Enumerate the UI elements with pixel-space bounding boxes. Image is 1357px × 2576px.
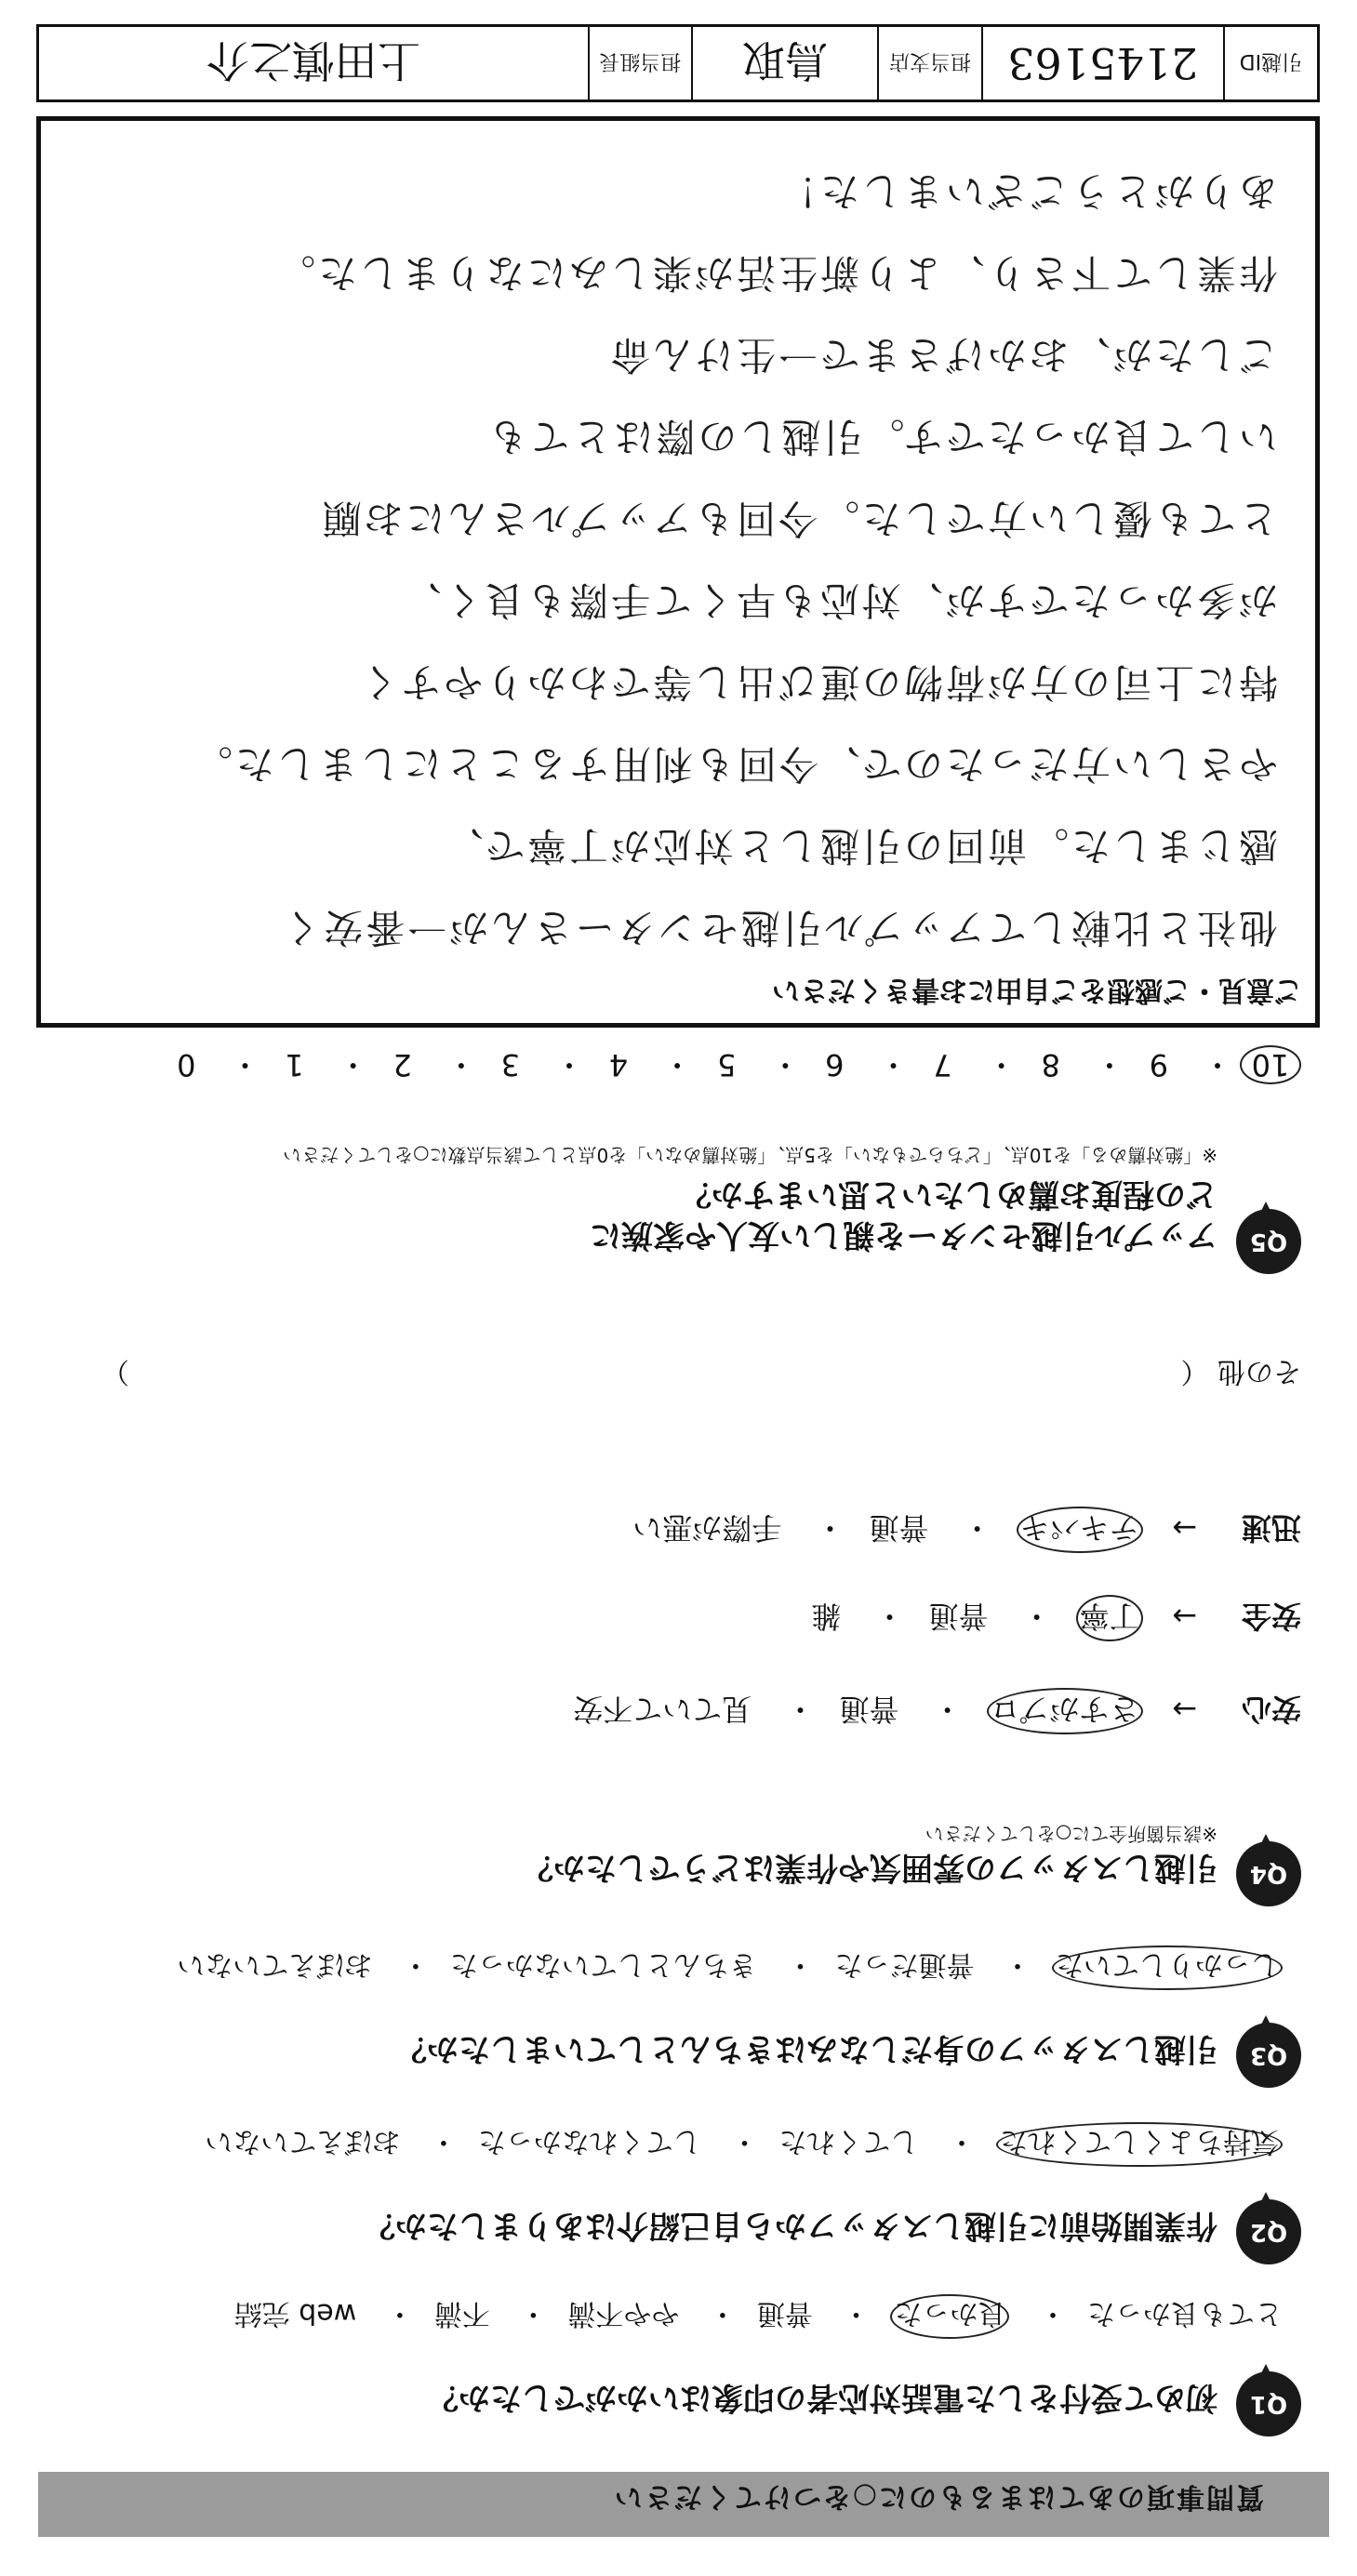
- q1-option[interactable]: やや不満: [567, 2297, 680, 2330]
- q3-option[interactable]: きちんとしていなかった: [449, 1948, 757, 1981]
- q1-option[interactable]: 普通: [756, 2297, 813, 2330]
- q1-option[interactable]: 不満: [433, 2297, 490, 2330]
- scale-value[interactable]: 4: [608, 1047, 629, 1082]
- q1-badge: Q1: [1236, 2371, 1301, 2437]
- aspect-option[interactable]: 手際が悪い: [632, 1510, 782, 1546]
- instruction-banner: [38, 2472, 1329, 2537]
- aspect-option[interactable]: 普通: [928, 1599, 989, 1634]
- q5-scale: 10・ 9・ 8・ 7・ 6・ 5・ 4・ 3・ 2・ 1・ 0: [64, 1045, 1301, 1088]
- q3-text: 引越しスタッフの身だしなみはきちんとしていましたか？: [395, 2030, 1217, 2067]
- q3-option[interactable]: 普通だった: [834, 1948, 975, 1981]
- staff-label: 担当組長: [588, 27, 691, 100]
- scale-value[interactable]: 6: [825, 1047, 845, 1082]
- q2-badge: Q2: [1236, 2199, 1301, 2264]
- q3-option[interactable]: おぼえていない: [177, 1948, 373, 1981]
- scale-value[interactable]: 1: [285, 1047, 304, 1082]
- comment-line: 作業して下さり、より新生活が楽しみになりました。: [273, 250, 1278, 296]
- branch-value: 鳥取: [691, 27, 878, 100]
- comment-line: 特に上司の方が荷物の運び出し等でわかりやすく: [356, 659, 1278, 705]
- q3-option-selected[interactable]: しっかりしていた: [1052, 1945, 1283, 1990]
- comment-line: やさしい方だったので、今回も利用することにしました。: [190, 741, 1278, 787]
- branch-label: 担当支店: [877, 27, 980, 100]
- id-label: 引越ID: [1223, 27, 1317, 100]
- comment-line: ごしたが、おかげさまで一生けん命: [607, 332, 1278, 378]
- staff-value: 上田慎之介: [206, 35, 420, 86]
- q2-option[interactable]: おぼえていない: [205, 2125, 401, 2158]
- q5-note: ※「絶対薦める」を10点、「どちらでもない」を5点、「絶対薦めない」を0点として該当点数に○をしてください: [283, 1144, 1217, 1166]
- q4-aspect-anshin: 安心 → さすがプロ・ 普通・ 見ていて不安: [573, 1688, 1301, 1734]
- comments-box: [36, 116, 1320, 1028]
- q2-option-selected[interactable]: 気持ちよくしてくれた: [996, 2122, 1283, 2167]
- arrow-icon: →: [1172, 1510, 1198, 1546]
- q1-option[interactable]: web 完結: [233, 2297, 357, 2330]
- arrow-icon: →: [1172, 1599, 1198, 1634]
- aspect-option[interactable]: 雑: [811, 1599, 842, 1634]
- q1-text: 初めて受付をした電話対応者の印象はいかがでしたか？: [427, 2379, 1217, 2416]
- q2-option[interactable]: してくれた: [778, 2125, 919, 2158]
- q1-options: とても良かった・ 良かった・ 普通・ やや不満・ 不満・ web 完結: [234, 2294, 1283, 2339]
- q4-badge: Q4: [1236, 1841, 1301, 1906]
- scale-value-selected[interactable]: 10: [1240, 1045, 1301, 1084]
- other-open-paren: （: [1180, 1355, 1209, 1388]
- aspect-option[interactable]: 見ていて不安: [573, 1692, 752, 1727]
- q3-options: しっかりしていた・ 普通だった・ きちんとしていなかった・ おぼえていない: [177, 1945, 1283, 1990]
- comment-line: 感じました。前回の引越しと対応が丁寧で、: [441, 823, 1278, 869]
- scale-value[interactable]: 5: [716, 1047, 737, 1082]
- comment-line: とても優しい方でした。今回もアップルさんにお願: [319, 496, 1278, 541]
- comment-line: 他社と比較してアップル引越センターさんが一番安く: [279, 905, 1278, 950]
- other-label: その他: [1217, 1355, 1301, 1388]
- q4-aspect-anzen: 安全 → 丁寧・ 普通・ 雑: [811, 1595, 1301, 1641]
- comments-title: ご意見・ご感想をご自由にお書きください: [772, 974, 1302, 1006]
- q4-note: ※該当箇所全てに○をしてください: [925, 1823, 1217, 1845]
- aspect-label: 安心: [1241, 1692, 1301, 1727]
- comment-line: いして良かったです。引越しの際はとても: [486, 414, 1278, 459]
- q4-other: [101, 1354, 1301, 1395]
- aspect-label: 安全: [1241, 1599, 1301, 1634]
- q2-text: 作業開始前に引越しスタッフから自己紹介はありましたか？: [364, 2207, 1217, 2244]
- scale-value[interactable]: 7: [933, 1047, 952, 1082]
- q1-option-selected[interactable]: 良かった: [890, 2294, 1009, 2339]
- aspect-label: 迅速: [1241, 1510, 1301, 1546]
- id-value: 2145163: [981, 27, 1223, 100]
- arrow-icon: →: [1172, 1692, 1198, 1727]
- aspect-option-selected[interactable]: テキパキ: [1017, 1507, 1143, 1553]
- scale-value[interactable]: 0: [177, 1047, 196, 1082]
- q5-text-line2: どの程度お薦めしたいと思いますか？: [680, 1175, 1217, 1213]
- q1-option[interactable]: とても良かった: [1087, 2297, 1283, 2330]
- banner-text: 質問事項のあてはまるものに○をつけてください: [612, 2480, 1264, 2513]
- comment-line: ありがとうございました！: [775, 168, 1278, 214]
- q5-badge: Q5: [1236, 1209, 1301, 1274]
- q4-aspect-jinsoku: 迅速 → テキパキ・ 普通・ 手際が悪い: [632, 1507, 1301, 1553]
- scale-value[interactable]: 3: [500, 1047, 520, 1082]
- q2-options: 気持ちよくしてくれた・ してくれた・ してくれなかった・ おぼえていない: [205, 2122, 1283, 2167]
- aspect-option[interactable]: 普通: [869, 1510, 929, 1546]
- q3-badge: Q3: [1236, 2023, 1301, 2088]
- comment-line: が多かったですが、対応も早くて手際も良く、: [399, 578, 1278, 623]
- other-close-paren: ）: [101, 1355, 129, 1388]
- q5-text-line1: アップル引越センターを親しい友人や家族に: [590, 1216, 1217, 1254]
- footer-id-row: [36, 24, 1320, 102]
- scale-value[interactable]: 9: [1149, 1047, 1169, 1082]
- aspect-option-selected[interactable]: さすがプロ: [987, 1688, 1143, 1734]
- aspect-option[interactable]: 普通: [839, 1692, 899, 1727]
- q4-text: 引越しスタッフの雰囲気や作業はどうでしたか？: [522, 1849, 1217, 1886]
- aspect-option-selected[interactable]: 丁寧: [1076, 1595, 1143, 1641]
- scale-value[interactable]: 2: [392, 1047, 412, 1082]
- scale-value[interactable]: 8: [1041, 1047, 1060, 1082]
- q2-option[interactable]: してくれなかった: [477, 2125, 701, 2158]
